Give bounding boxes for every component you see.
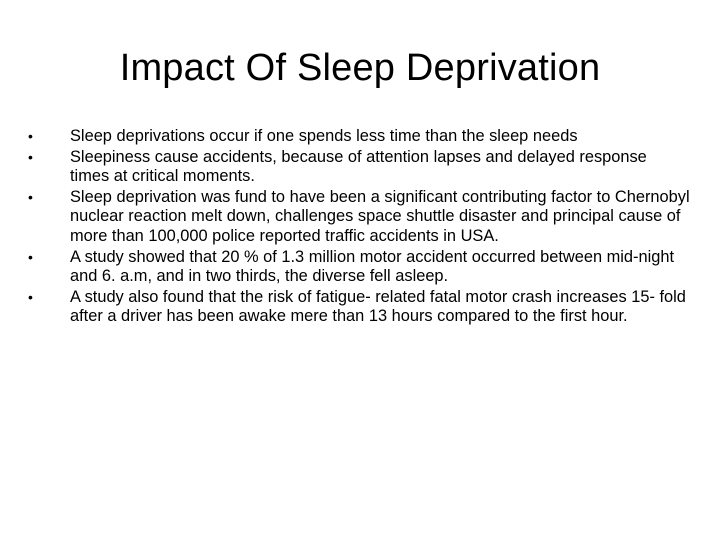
bullet-item <box>28 248 690 287</box>
bullet-dot-icon: • <box>28 288 33 305</box>
bullet-dot-icon: • <box>28 128 33 144</box>
slide-title: Impact Of Sleep Deprivation <box>119 47 601 89</box>
bullet-text: A study also found that the risk of fatigue- related fatal motor crash increases 15- fold after a driver has been awake mere than 13 hours compared to the first hour. <box>70 287 686 326</box>
bullet-list <box>28 127 690 328</box>
bullet-dot-icon: • <box>28 188 33 205</box>
bullet-item <box>28 148 690 187</box>
bullet-dot-icon: • <box>28 148 33 165</box>
bullet-text: Sleepiness cause accidents, because of attention lapses and delayed response times at critical moments. <box>70 147 647 186</box>
bullet-item <box>28 188 690 247</box>
bullet-dot-icon: • <box>28 248 33 265</box>
bullet-item <box>28 288 690 327</box>
bullet-text: A study showed that 20 % of 1.3 million motor accident occurred between mid-night and 6. a.m, and in two thirds, the diverse fell asleep. <box>70 247 675 286</box>
bullet-text: Sleep deprivation was fund to have been a significant contributing factor to Chernobyl nuclear reaction melt down, challenges space shuttle disaster and principal cause of more than 100,000 police reported traffic accidents in USA. <box>70 187 690 245</box>
bullet-item <box>28 127 690 147</box>
bullet-text: Sleep deprivations occur if one spends less time than the sleep needs <box>70 127 578 145</box>
